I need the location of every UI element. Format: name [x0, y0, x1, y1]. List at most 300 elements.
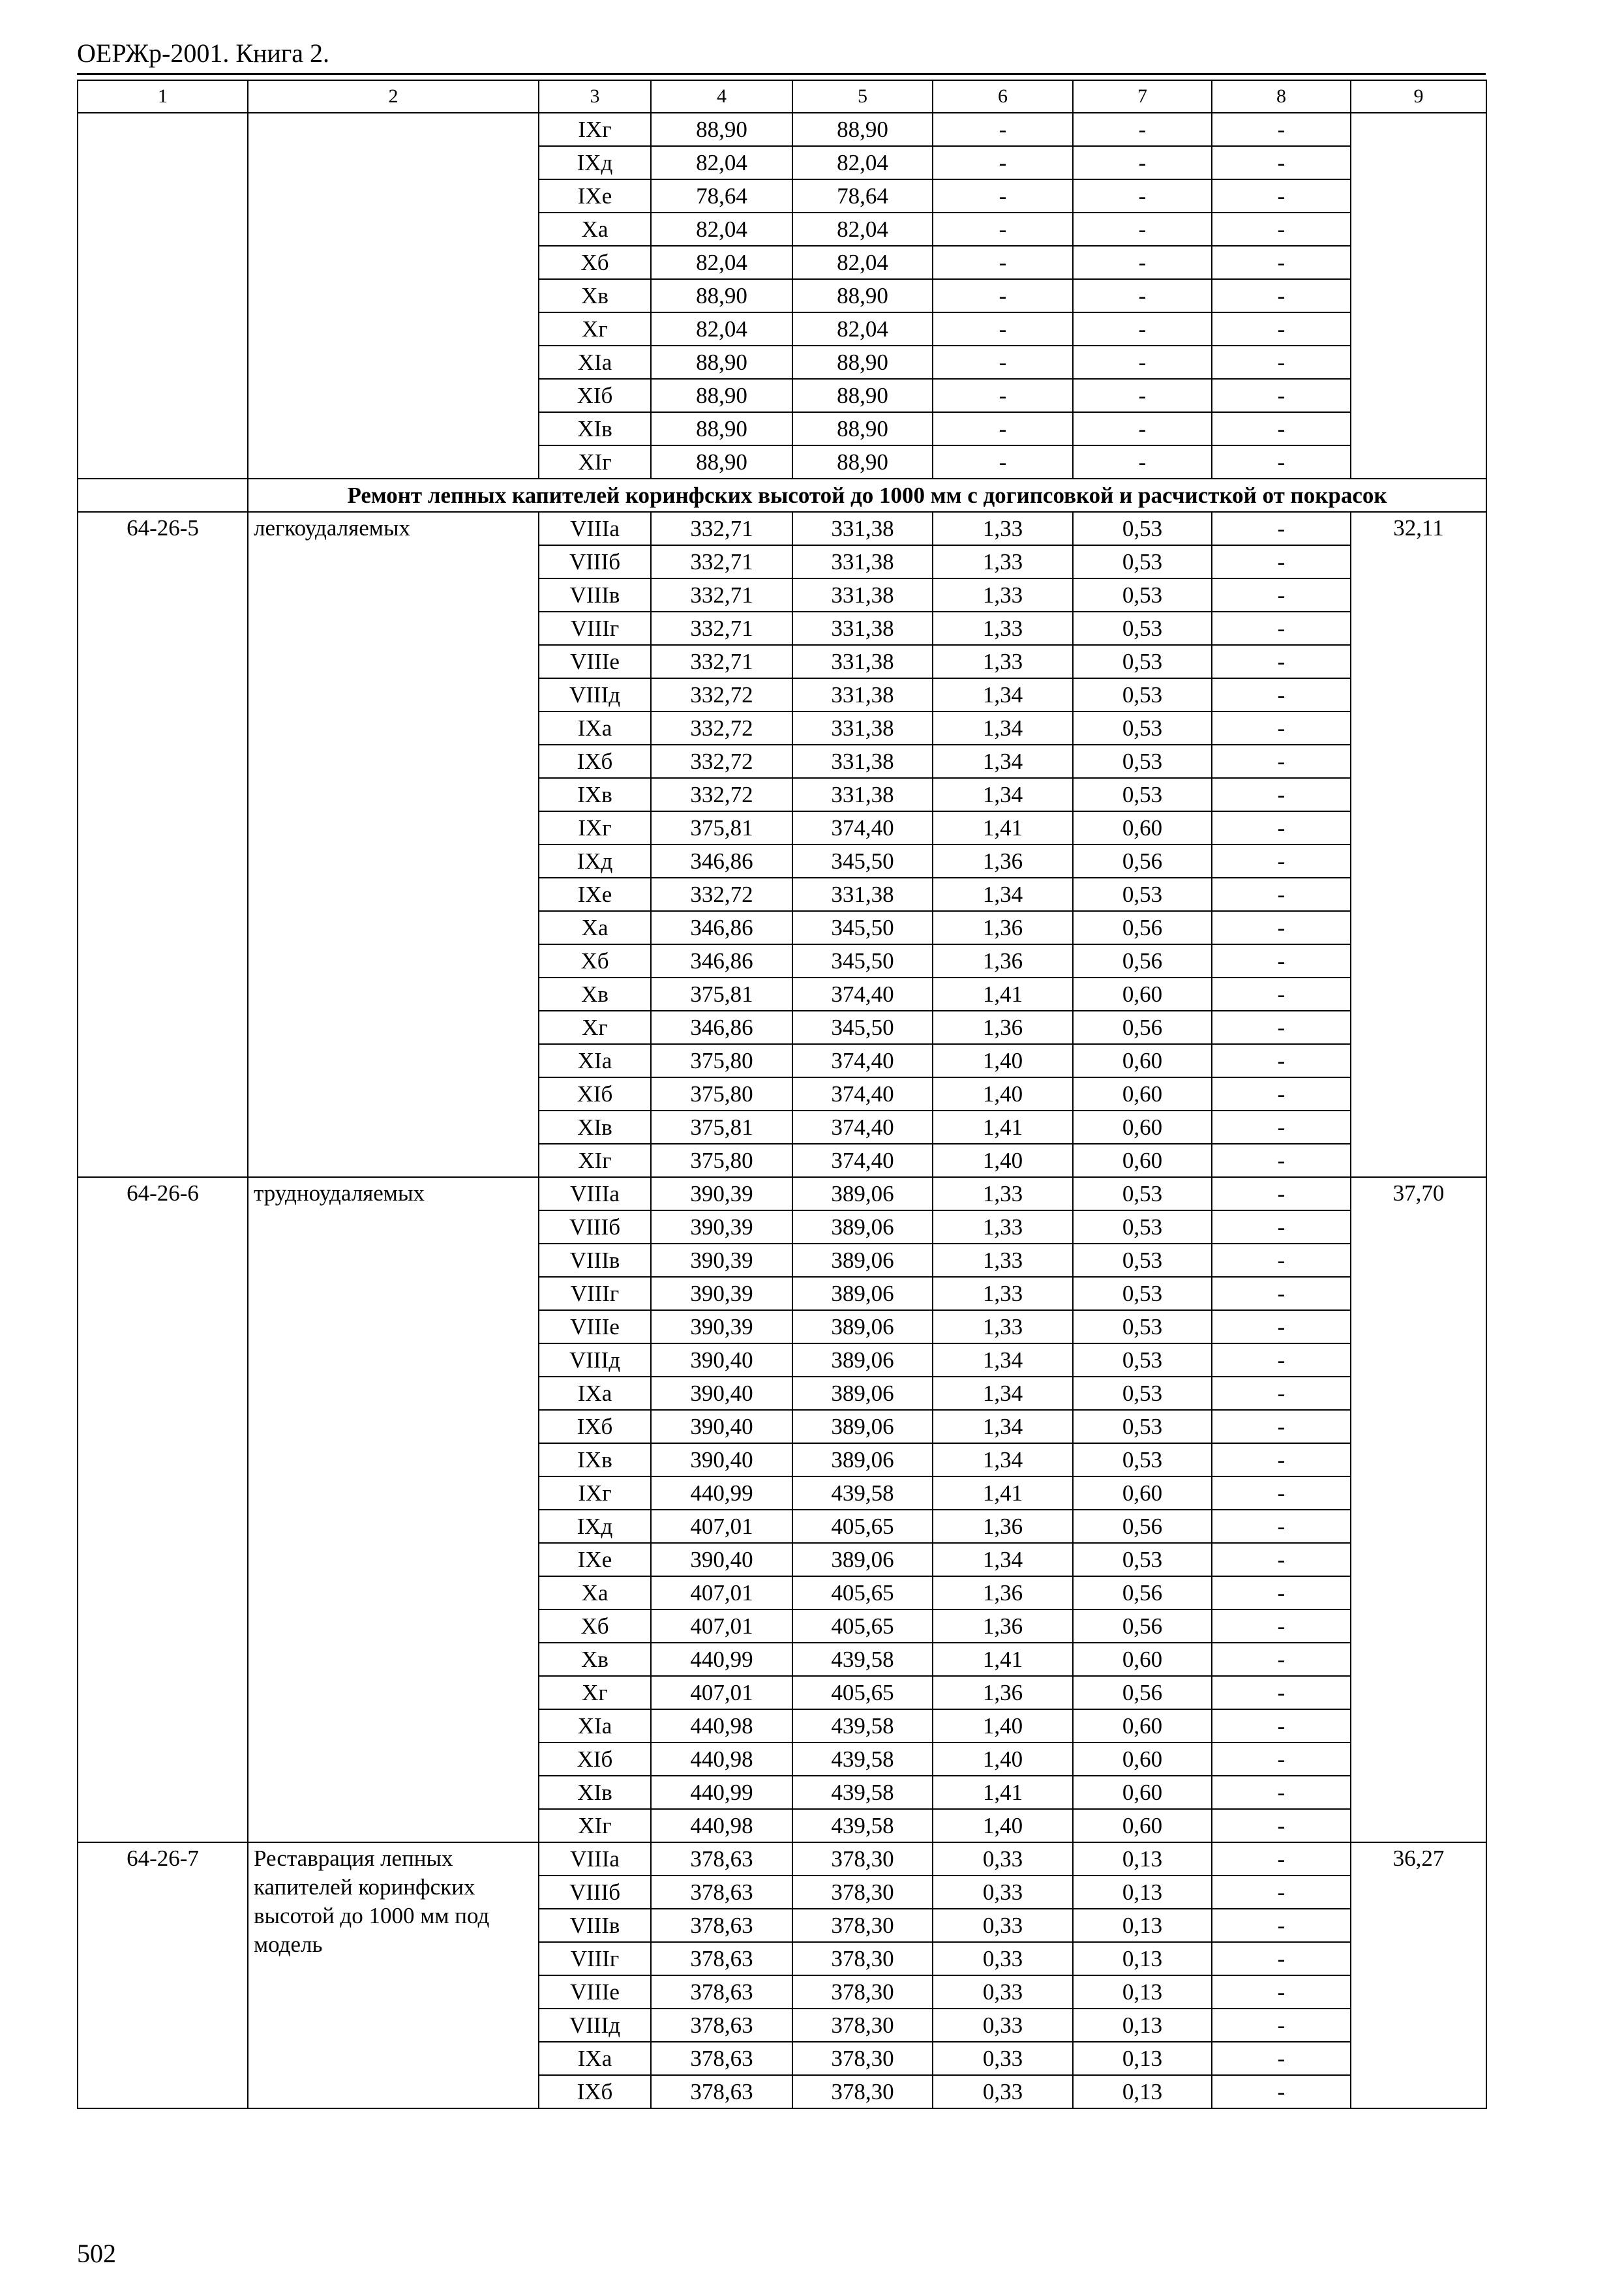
- direct-costs: 375,80: [651, 1044, 792, 1077]
- region-zone: VIIIд: [539, 1343, 651, 1377]
- region-zone: Xв: [539, 1643, 651, 1676]
- region-zone: VIIIа: [539, 1842, 651, 1876]
- total-cost: 405,65: [792, 1510, 933, 1543]
- material-cost: -: [1212, 578, 1351, 612]
- machine-cost: -: [1073, 213, 1212, 246]
- total-cost: 439,58: [792, 1743, 933, 1776]
- material-cost: -: [1212, 1210, 1351, 1244]
- region-zone: VIIIб: [539, 1876, 651, 1909]
- machine-cost: 0,60: [1073, 1476, 1212, 1510]
- direct-costs: 378,63: [651, 1942, 792, 1975]
- wages-labor: 0,33: [933, 2075, 1073, 2108]
- machine-cost: -: [1073, 445, 1212, 479]
- machine-cost: 0,53: [1073, 745, 1212, 778]
- material-cost: -: [1212, 379, 1351, 412]
- region-zone: VIIIд: [539, 2009, 651, 2042]
- material-cost: -: [1212, 512, 1351, 545]
- material-cost: -: [1212, 1576, 1351, 1609]
- machine-cost: 0,60: [1073, 1709, 1212, 1743]
- total-cost: 374,40: [792, 1111, 933, 1144]
- wages-labor: 1,34: [933, 1410, 1073, 1443]
- material-cost: -: [1212, 1410, 1351, 1443]
- total-cost: 389,06: [792, 1443, 933, 1476]
- direct-costs: 378,63: [651, 1975, 792, 2009]
- material-cost: -: [1212, 1144, 1351, 1177]
- region-zone: IXд: [539, 146, 651, 179]
- total-cost: 378,30: [792, 2009, 933, 2042]
- wages-labor: 1,34: [933, 1343, 1073, 1377]
- direct-costs: 440,99: [651, 1476, 792, 1510]
- direct-costs: 375,80: [651, 1144, 792, 1177]
- region-zone: VIIIг: [539, 1942, 651, 1975]
- column-number: 4: [651, 80, 792, 113]
- material-cost: -: [1212, 279, 1351, 312]
- column-number: 1: [78, 80, 248, 113]
- total-cost: 331,38: [792, 678, 933, 711]
- total-cost: 331,38: [792, 645, 933, 678]
- material-cost: -: [1212, 911, 1351, 944]
- wages-labor: 1,33: [933, 1277, 1073, 1310]
- material-cost: -: [1212, 1310, 1351, 1343]
- labor-norm: 37,70: [1351, 1177, 1486, 1842]
- document-header: ОЕРЖр-2001. Книга 2.: [77, 38, 329, 68]
- region-zone: IXа: [539, 2042, 651, 2075]
- region-zone: XIг: [539, 1809, 651, 1842]
- item-description: трудноудаляемых: [248, 1177, 539, 1842]
- total-cost: 389,06: [792, 1410, 933, 1443]
- direct-costs: 332,71: [651, 645, 792, 678]
- wages-labor: -: [933, 379, 1073, 412]
- labor-norm: 32,11: [1351, 512, 1486, 1177]
- material-cost: -: [1212, 1609, 1351, 1643]
- material-cost: -: [1212, 745, 1351, 778]
- wages-labor: 1,34: [933, 878, 1073, 911]
- total-cost: 88,90: [792, 412, 933, 445]
- region-zone: VIIIг: [539, 612, 651, 645]
- wages-labor: 1,34: [933, 711, 1073, 745]
- direct-costs: 378,63: [651, 2075, 792, 2108]
- wages-labor: 1,40: [933, 1809, 1073, 1842]
- material-cost: -: [1212, 1111, 1351, 1144]
- region-zone: XIг: [539, 445, 651, 479]
- material-cost: -: [1212, 944, 1351, 978]
- wages-labor: 1,33: [933, 1310, 1073, 1343]
- machine-cost: 0,56: [1073, 944, 1212, 978]
- machine-cost: 0,13: [1073, 1876, 1212, 1909]
- region-zone: XIб: [539, 1743, 651, 1776]
- region-zone: VIIIа: [539, 1177, 651, 1210]
- wages-labor: -: [933, 146, 1073, 179]
- wages-labor: 1,33: [933, 1244, 1073, 1277]
- region-zone: VIIIб: [539, 545, 651, 578]
- header-rule: [77, 73, 1486, 75]
- machine-cost: 0,53: [1073, 1410, 1212, 1443]
- total-cost: 389,06: [792, 1244, 933, 1277]
- region-zone: XIа: [539, 1044, 651, 1077]
- direct-costs: 82,04: [651, 213, 792, 246]
- direct-costs: 378,63: [651, 1876, 792, 1909]
- direct-costs: 346,86: [651, 845, 792, 878]
- wages-labor: 1,34: [933, 678, 1073, 711]
- total-cost: 88,90: [792, 113, 933, 146]
- material-cost: -: [1212, 845, 1351, 878]
- machine-cost: 0,60: [1073, 1776, 1212, 1809]
- description-cell: [248, 113, 539, 479]
- direct-costs: 440,99: [651, 1643, 792, 1676]
- total-cost: 331,38: [792, 612, 933, 645]
- wages-labor: 1,33: [933, 545, 1073, 578]
- machine-cost: -: [1073, 279, 1212, 312]
- total-cost: 331,38: [792, 745, 933, 778]
- machine-cost: 0,56: [1073, 1676, 1212, 1709]
- direct-costs: 346,86: [651, 944, 792, 978]
- machine-cost: 0,60: [1073, 1044, 1212, 1077]
- material-cost: -: [1212, 545, 1351, 578]
- material-cost: -: [1212, 1975, 1351, 2009]
- machine-cost: -: [1073, 379, 1212, 412]
- machine-cost: 0,60: [1073, 1743, 1212, 1776]
- total-cost: 331,38: [792, 578, 933, 612]
- region-zone: XIб: [539, 379, 651, 412]
- table-row: [78, 512, 1486, 545]
- material-cost: -: [1212, 711, 1351, 745]
- total-cost: 405,65: [792, 1609, 933, 1643]
- wages-labor: 1,40: [933, 1709, 1073, 1743]
- wages-labor: -: [933, 312, 1073, 346]
- item-code: 64-26-6: [78, 1177, 248, 1842]
- total-cost: 378,30: [792, 1942, 933, 1975]
- total-cost: 82,04: [792, 312, 933, 346]
- machine-cost: 0,53: [1073, 612, 1212, 645]
- wages-labor: 1,41: [933, 1643, 1073, 1676]
- machine-cost: 0,53: [1073, 1377, 1212, 1410]
- wages-labor: 1,34: [933, 1377, 1073, 1410]
- material-cost: -: [1212, 1177, 1351, 1210]
- machine-cost: 0,60: [1073, 978, 1212, 1011]
- region-zone: VIIIг: [539, 1277, 651, 1310]
- machine-cost: 0,53: [1073, 545, 1212, 578]
- column-number-row: [78, 80, 1486, 113]
- direct-costs: 78,64: [651, 179, 792, 213]
- wages-labor: 0,33: [933, 1909, 1073, 1942]
- direct-costs: 390,39: [651, 1244, 792, 1277]
- machine-cost: 0,13: [1073, 2042, 1212, 2075]
- machine-cost: 0,53: [1073, 645, 1212, 678]
- region-zone: Xб: [539, 1609, 651, 1643]
- machine-cost: 0,56: [1073, 1011, 1212, 1044]
- material-cost: -: [1212, 2042, 1351, 2075]
- region-zone: XIв: [539, 1776, 651, 1809]
- machine-cost: -: [1073, 146, 1212, 179]
- region-zone: VIIIе: [539, 1975, 651, 2009]
- wages-labor: 1,40: [933, 1044, 1073, 1077]
- section-title: Ремонт лепных капителей коринфских высотой до 1000 мм с догипсовкой и расчисткой от покрасок: [248, 479, 1486, 512]
- total-cost: 378,30: [792, 1909, 933, 1942]
- machine-cost: 0,13: [1073, 1909, 1212, 1942]
- region-zone: Xа: [539, 213, 651, 246]
- material-cost: -: [1212, 2075, 1351, 2108]
- total-cost: 374,40: [792, 1044, 933, 1077]
- total-cost: 345,50: [792, 845, 933, 878]
- wages-labor: 1,33: [933, 645, 1073, 678]
- wages-labor: 1,36: [933, 1011, 1073, 1044]
- wages-labor: -: [933, 279, 1073, 312]
- material-cost: -: [1212, 1510, 1351, 1543]
- region-zone: XIв: [539, 1111, 651, 1144]
- total-cost: 331,38: [792, 512, 933, 545]
- item-code: 64-26-7: [78, 1842, 248, 2108]
- machine-cost: 0,60: [1073, 1144, 1212, 1177]
- total-cost: 374,40: [792, 1144, 933, 1177]
- direct-costs: 390,40: [651, 1410, 792, 1443]
- column-number: 8: [1212, 80, 1351, 113]
- machine-cost: 0,53: [1073, 1210, 1212, 1244]
- total-cost: 389,06: [792, 1310, 933, 1343]
- price-table-body: [78, 80, 1486, 2108]
- machine-cost: 0,53: [1073, 1443, 1212, 1476]
- machine-cost: 0,53: [1073, 512, 1212, 545]
- direct-costs: 390,40: [651, 1543, 792, 1576]
- code-cell: [78, 113, 248, 479]
- column-number: 9: [1351, 80, 1486, 113]
- total-cost: 405,65: [792, 1676, 933, 1709]
- region-zone: XIв: [539, 412, 651, 445]
- machine-cost: 0,53: [1073, 1343, 1212, 1377]
- direct-costs: 375,81: [651, 1111, 792, 1144]
- material-cost: -: [1212, 113, 1351, 146]
- material-cost: -: [1212, 1476, 1351, 1510]
- material-cost: -: [1212, 645, 1351, 678]
- material-cost: -: [1212, 878, 1351, 911]
- wages-labor: 1,36: [933, 1510, 1073, 1543]
- machine-cost: 0,53: [1073, 1277, 1212, 1310]
- table-row: [78, 1842, 1486, 1876]
- material-cost: -: [1212, 1244, 1351, 1277]
- region-zone: IXв: [539, 778, 651, 811]
- region-zone: XIа: [539, 346, 651, 379]
- machine-cost: 0,56: [1073, 1576, 1212, 1609]
- total-cost: 374,40: [792, 1077, 933, 1111]
- material-cost: -: [1212, 778, 1351, 811]
- material-cost: -: [1212, 1776, 1351, 1809]
- direct-costs: 332,72: [651, 745, 792, 778]
- direct-costs: 390,40: [651, 1377, 792, 1410]
- machine-cost: -: [1073, 246, 1212, 279]
- region-zone: IXг: [539, 811, 651, 845]
- region-zone: IXб: [539, 1410, 651, 1443]
- material-cost: -: [1212, 811, 1351, 845]
- direct-costs: 390,39: [651, 1177, 792, 1210]
- total-cost: 439,58: [792, 1643, 933, 1676]
- total-cost: 82,04: [792, 246, 933, 279]
- wages-labor: 0,33: [933, 1975, 1073, 2009]
- direct-costs: 407,01: [651, 1676, 792, 1709]
- wages-labor: 1,36: [933, 944, 1073, 978]
- machine-cost: 0,56: [1073, 1609, 1212, 1643]
- machine-cost: 0,56: [1073, 911, 1212, 944]
- machine-cost: -: [1073, 346, 1212, 379]
- total-cost: 88,90: [792, 445, 933, 479]
- material-cost: -: [1212, 346, 1351, 379]
- material-cost: -: [1212, 978, 1351, 1011]
- machine-cost: 0,13: [1073, 1842, 1212, 1876]
- total-cost: 374,40: [792, 811, 933, 845]
- machine-cost: 0,53: [1073, 778, 1212, 811]
- material-cost: -: [1212, 312, 1351, 346]
- wages-labor: -: [933, 246, 1073, 279]
- column-number: 7: [1073, 80, 1212, 113]
- machine-cost: 0,13: [1073, 1942, 1212, 1975]
- total-cost: 88,90: [792, 279, 933, 312]
- direct-costs: 88,90: [651, 346, 792, 379]
- region-zone: XIг: [539, 1144, 651, 1177]
- region-zone: VIIIв: [539, 1244, 651, 1277]
- material-cost: -: [1212, 612, 1351, 645]
- direct-costs: 375,81: [651, 811, 792, 845]
- total-cost: 378,30: [792, 1876, 933, 1909]
- region-zone: VIIIб: [539, 1210, 651, 1244]
- total-cost: 331,38: [792, 778, 933, 811]
- section-spacer: [78, 479, 248, 512]
- machine-cost: 0,53: [1073, 1543, 1212, 1576]
- wages-labor: -: [933, 412, 1073, 445]
- direct-costs: 346,86: [651, 1011, 792, 1044]
- wages-labor: 1,41: [933, 1111, 1073, 1144]
- total-cost: 345,50: [792, 1011, 933, 1044]
- page-number: 502: [77, 2239, 116, 2268]
- total-cost: 389,06: [792, 1543, 933, 1576]
- wages-labor: 0,33: [933, 2009, 1073, 2042]
- material-cost: -: [1212, 1842, 1351, 1876]
- material-cost: -: [1212, 1343, 1351, 1377]
- material-cost: -: [1212, 1942, 1351, 1975]
- machine-cost: 0,53: [1073, 1310, 1212, 1343]
- region-zone: IXг: [539, 1476, 651, 1510]
- column-number: 5: [792, 80, 933, 113]
- direct-costs: 440,99: [651, 1776, 792, 1809]
- region-zone: VIIIв: [539, 1909, 651, 1942]
- material-cost: -: [1212, 1809, 1351, 1842]
- wages-labor: 1,36: [933, 1576, 1073, 1609]
- machine-cost: 0,53: [1073, 878, 1212, 911]
- machine-cost: -: [1073, 312, 1212, 346]
- total-cost: 345,50: [792, 944, 933, 978]
- direct-costs: 88,90: [651, 379, 792, 412]
- material-cost: -: [1212, 1643, 1351, 1676]
- material-cost: -: [1212, 1676, 1351, 1709]
- machine-cost: -: [1073, 412, 1212, 445]
- total-cost: 439,58: [792, 1476, 933, 1510]
- machine-cost: 0,60: [1073, 1111, 1212, 1144]
- wages-labor: 0,33: [933, 1876, 1073, 1909]
- labor-norm: 36,27: [1351, 1842, 1486, 2108]
- direct-costs: 332,71: [651, 612, 792, 645]
- direct-costs: 390,39: [651, 1210, 792, 1244]
- wages-labor: 1,40: [933, 1077, 1073, 1111]
- item-description: легкоудаляемых: [248, 512, 539, 1177]
- material-cost: -: [1212, 1443, 1351, 1476]
- material-cost: -: [1212, 1044, 1351, 1077]
- direct-costs: 332,71: [651, 545, 792, 578]
- wages-labor: -: [933, 213, 1073, 246]
- total-cost: 439,58: [792, 1776, 933, 1809]
- norm-cell: [1351, 113, 1486, 479]
- wages-labor: 1,36: [933, 845, 1073, 878]
- material-cost: -: [1212, 179, 1351, 213]
- machine-cost: 0,56: [1073, 845, 1212, 878]
- region-zone: Xа: [539, 1576, 651, 1609]
- wages-labor: -: [933, 445, 1073, 479]
- machine-cost: 0,53: [1073, 678, 1212, 711]
- wages-labor: 1,34: [933, 1443, 1073, 1476]
- total-cost: 439,58: [792, 1709, 933, 1743]
- direct-costs: 375,80: [651, 1077, 792, 1111]
- region-zone: Xв: [539, 978, 651, 1011]
- wages-labor: -: [933, 113, 1073, 146]
- total-cost: 389,06: [792, 1210, 933, 1244]
- direct-costs: 378,63: [651, 1842, 792, 1876]
- total-cost: 439,58: [792, 1809, 933, 1842]
- material-cost: -: [1212, 1277, 1351, 1310]
- material-cost: -: [1212, 1876, 1351, 1909]
- total-cost: 82,04: [792, 213, 933, 246]
- region-zone: Xг: [539, 312, 651, 346]
- region-zone: VIIIа: [539, 512, 651, 545]
- direct-costs: 378,63: [651, 2042, 792, 2075]
- direct-costs: 390,39: [651, 1310, 792, 1343]
- wages-labor: 1,36: [933, 1676, 1073, 1709]
- wages-labor: 0,33: [933, 1842, 1073, 1876]
- direct-costs: 390,40: [651, 1443, 792, 1476]
- machine-cost: 0,53: [1073, 1244, 1212, 1277]
- direct-costs: 390,39: [651, 1277, 792, 1310]
- region-zone: IXд: [539, 1510, 651, 1543]
- machine-cost: 0,53: [1073, 1177, 1212, 1210]
- direct-costs: 82,04: [651, 246, 792, 279]
- direct-costs: 88,90: [651, 279, 792, 312]
- total-cost: 88,90: [792, 346, 933, 379]
- region-zone: Xа: [539, 911, 651, 944]
- total-cost: 331,38: [792, 878, 933, 911]
- region-zone: XIб: [539, 1077, 651, 1111]
- region-zone: Xб: [539, 944, 651, 978]
- wages-labor: -: [933, 179, 1073, 213]
- direct-costs: 88,90: [651, 445, 792, 479]
- region-zone: IXд: [539, 845, 651, 878]
- total-cost: 345,50: [792, 911, 933, 944]
- material-cost: -: [1212, 213, 1351, 246]
- item-code: 64-26-5: [78, 512, 248, 1177]
- material-cost: -: [1212, 1077, 1351, 1111]
- region-zone: VIIIв: [539, 578, 651, 612]
- region-zone: VIIIд: [539, 678, 651, 711]
- wages-labor: 1,33: [933, 512, 1073, 545]
- wages-labor: 1,36: [933, 1609, 1073, 1643]
- direct-costs: 407,01: [651, 1510, 792, 1543]
- region-zone: Xб: [539, 246, 651, 279]
- total-cost: 374,40: [792, 978, 933, 1011]
- machine-cost: 0,13: [1073, 1975, 1212, 2009]
- total-cost: 378,30: [792, 1975, 933, 2009]
- wages-labor: 1,34: [933, 778, 1073, 811]
- table-row: [78, 113, 1486, 146]
- material-cost: -: [1212, 445, 1351, 479]
- direct-costs: 407,01: [651, 1576, 792, 1609]
- total-cost: 389,06: [792, 1277, 933, 1310]
- direct-costs: 82,04: [651, 146, 792, 179]
- material-cost: -: [1212, 1743, 1351, 1776]
- direct-costs: 332,71: [651, 578, 792, 612]
